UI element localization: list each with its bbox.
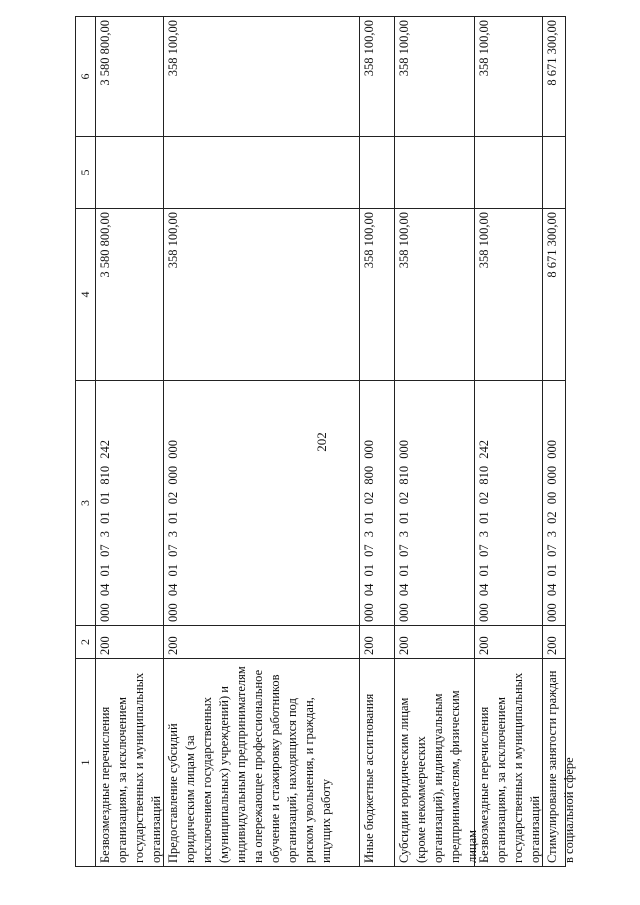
row-5-col5 xyxy=(475,136,543,208)
row-2-col6: 358 100,00 xyxy=(164,16,360,136)
row-2-col5 xyxy=(164,136,360,208)
row-2-name: Предоставление субсидий юридическим лицам (за исключением государственных (муниципальных) учреждений) и индивидуальным предпринимателям на опережающее профессиональное обучение и стажировку работников организаций, находящихся под риском увольнения, и граждан, ищущих работу xyxy=(164,658,360,866)
row-6-name: Стимулирование занятости граждан в социальной сфере xyxy=(543,658,566,866)
rotated-page-area xyxy=(75,17,576,867)
row-4-col5 xyxy=(395,136,475,208)
row-3-col6: 358 100,00 xyxy=(360,16,395,136)
budget-table xyxy=(75,16,576,867)
row-6-col6: 8 671 300,00 xyxy=(543,16,566,136)
row-3-col4: 358 100,00 xyxy=(360,208,395,380)
header-col-2: 2 xyxy=(76,625,96,658)
row-3-code: 200 xyxy=(360,625,395,658)
row-6-col5 xyxy=(543,136,566,208)
row-1-code: 200 xyxy=(96,625,164,658)
row-2-classification: 000 04 01 07 3 01 02 000 000 xyxy=(164,380,360,625)
row-3-classification: 000 04 01 07 3 01 02 800 000 xyxy=(360,380,395,625)
row-6-col4: 8 671 300,00 xyxy=(543,208,566,380)
row-1-col5 xyxy=(96,136,164,208)
row-4-classification: 000 04 01 07 3 01 02 810 000 xyxy=(395,380,475,625)
header-col-5: 5 xyxy=(76,136,96,208)
row-3-name: Иные бюджетные ассигнования xyxy=(360,658,395,866)
header-col-1: 1 xyxy=(76,658,96,866)
header-col-4: 4 xyxy=(76,208,96,380)
header-col-6: 6 xyxy=(76,16,96,136)
row-1-col6: 3 580 800,00 xyxy=(96,16,164,136)
row-2-code: 200 xyxy=(164,625,360,658)
row-1-classification: 000 04 01 07 3 01 01 810 242 xyxy=(96,380,164,625)
row-1-col4: 3 580 800,00 xyxy=(96,208,164,380)
row-5-name: Безвозмездные перечисления организациям, за исключением государственных и муниципальных организаций xyxy=(475,658,543,866)
row-6-classification: 000 04 01 07 3 02 00 000 000 xyxy=(543,380,566,625)
row-5-col6: 358 100,00 xyxy=(475,16,543,136)
row-4-code: 200 xyxy=(395,625,475,658)
row-2-col4: 358 100,00 xyxy=(164,208,360,380)
row-3-col5 xyxy=(360,136,395,208)
row-4-col6: 358 100,00 xyxy=(395,16,475,136)
page-number: 202 xyxy=(314,432,329,452)
row-1-name: Безвозмездные перечисления организациям, за исключением государственных и муниципальных организаций xyxy=(96,658,164,866)
row-5-col4: 358 100,00 xyxy=(475,208,543,380)
row-5-code: 200 xyxy=(475,625,543,658)
row-6-code: 200 xyxy=(543,625,566,658)
row-4-name: Субсидии юридическим лицам (кроме некоммерческих организаций), индивидуальным предпринимателям, физическим лицам xyxy=(395,658,475,866)
row-4-col4: 358 100,00 xyxy=(395,208,475,380)
header-col-3: 3 xyxy=(76,380,96,625)
row-5-classification: 000 04 01 07 3 01 02 810 242 xyxy=(475,380,543,625)
